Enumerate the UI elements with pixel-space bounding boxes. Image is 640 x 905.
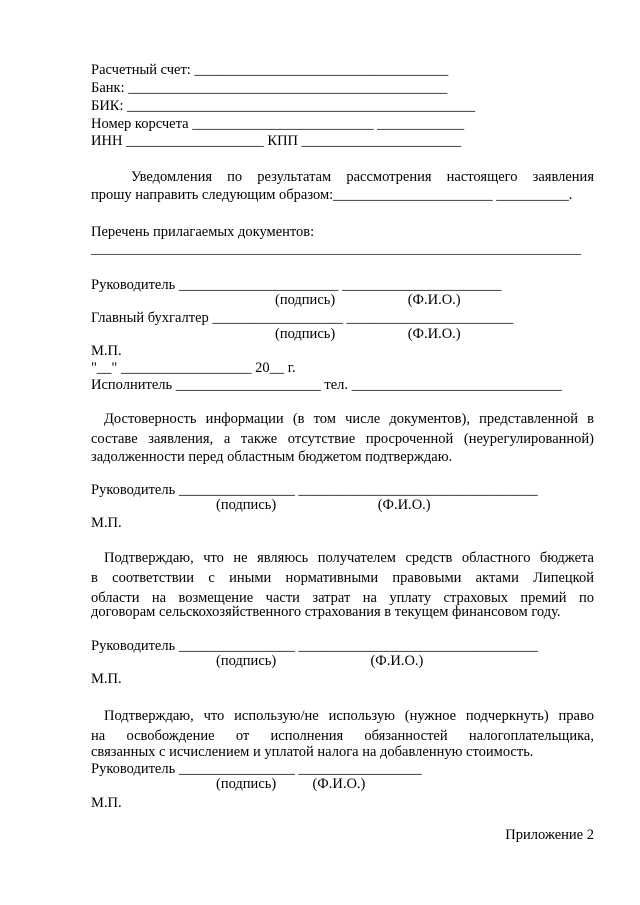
- confirmation-2-line-2: в соответствии с иными нормативными правовыми актами Липецкой: [91, 570, 594, 586]
- confirmation-2-line-1: Подтверждаю, что не являюсь получателем средств областного бюджета: [104, 550, 594, 566]
- head-signature-line: Руководитель ______________________ ______________________: [91, 277, 502, 293]
- notification-line-1: Уведомления по результатам рассмотрения настоящего заявления: [131, 169, 594, 185]
- head-signature-line-3: Руководитель ________________ _________________________________: [91, 638, 538, 654]
- confirmation-2-line-3: области на возмещение части затрат на уплату страховых премий по: [91, 590, 594, 606]
- bank-field: Банк: ____________________________________________: [91, 80, 448, 96]
- head-signature-line-2: Руководитель ________________ _________________________________: [91, 482, 538, 498]
- notification-line-2: прошу направить следующим образом:______________________ __________.: [91, 187, 573, 203]
- executor-line: Исполнитель ____________________ тел. _____________________________: [91, 377, 562, 393]
- inn-kpp-field: ИНН ___________________ КПП ______________________: [91, 133, 462, 149]
- attachments-line: ______________________________________________________________________: [91, 242, 581, 257]
- head-signature-caption-3: (подпись) (Ф.И.О.): [216, 653, 424, 669]
- accountant-signature-line: Главный бухгалтер __________________ _______________________: [91, 310, 514, 326]
- date-line: "__" __________________ 20__ г.: [91, 360, 296, 376]
- stamp-place-1: М.П.: [91, 343, 122, 359]
- confirmation-1-line-2: составе заявления, а также отсутствие просроченной (неурегулированной): [91, 431, 594, 447]
- stamp-place-2: М.П.: [91, 515, 122, 531]
- head-signature-line-4: Руководитель ________________ _________________: [91, 761, 422, 777]
- bik-field: БИК: ________________________________________________: [91, 98, 476, 114]
- confirmation-3-line-2: на освобождение от исполнения обязанностей налогоплательщика,: [91, 728, 594, 744]
- confirmation-1-line-3: задолженности перед областным бюджетом подтверждаю.: [91, 449, 453, 465]
- accountant-signature-caption: (подпись) (Ф.И.О.): [275, 326, 461, 342]
- stamp-place-3: М.П.: [91, 671, 122, 687]
- appendix-label: Приложение 2: [505, 827, 594, 843]
- head-signature-caption-4: (подпись) (Ф.И.О.): [216, 776, 366, 792]
- attachments-label: Перечень прилагаемых документов:: [91, 224, 315, 240]
- confirmation-2-line-4: договорам сельскохозяйственного страхования в текущем финансовом году.: [91, 604, 561, 620]
- confirmation-1-line-1: Достоверность информации (в том числе документов), представленной в: [104, 411, 594, 427]
- correspondent-account-field: Номер корсчета _________________________ ____________: [91, 116, 465, 132]
- head-signature-caption-2: (подпись) (Ф.И.О.): [216, 497, 431, 513]
- head-signature-caption: (подпись) (Ф.И.О.): [275, 292, 461, 308]
- confirmation-3-line-1: Подтверждаю, что использую/не использую (нужное подчеркнуть) право: [104, 708, 594, 724]
- settlement-account-field: Расчетный счет: ___________________________________: [91, 62, 449, 78]
- confirmation-3-line-3: связанных с исчислением и уплатой налога на добавленную стоимость.: [91, 744, 534, 760]
- stamp-place-4: М.П.: [91, 795, 122, 811]
